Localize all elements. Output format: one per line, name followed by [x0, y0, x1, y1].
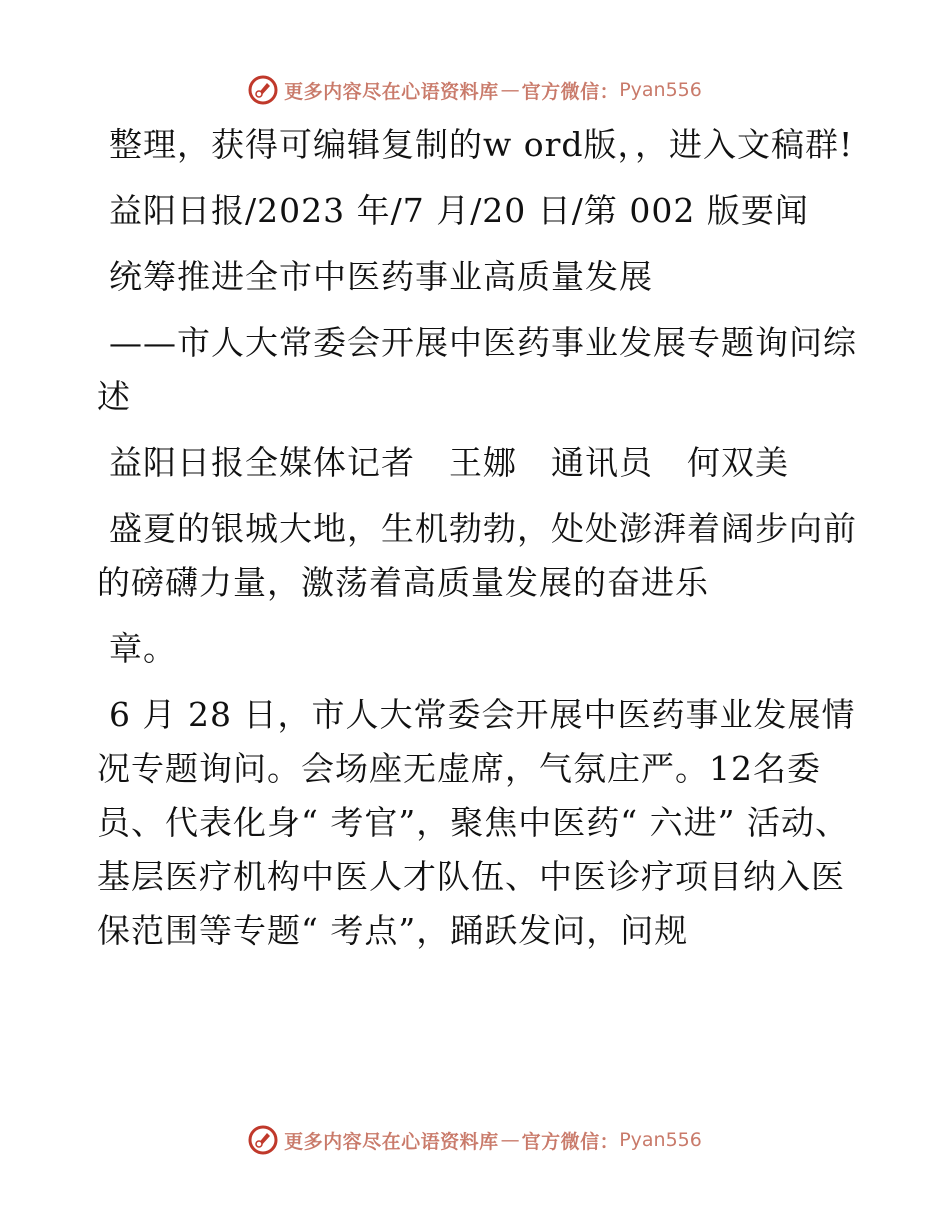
banner-wechat-label: 官方微信：	[521, 1130, 620, 1153]
brand-logo-icon	[248, 1125, 278, 1155]
brand-logo-icon	[248, 75, 278, 105]
article-title: 统筹推进全市中医药事业高质量发展	[109, 257, 653, 296]
article-subtitle: ——市人大常委会开展中医药事业发展专题询问综述	[97, 323, 857, 416]
paragraph-body-1-end: 章。	[109, 629, 177, 668]
banner-wechat-label: 官方微信：	[521, 80, 620, 103]
banner-text: 更多内容尽在心语资料库	[284, 80, 499, 103]
paragraph-body-2: 6 月 28 日，市人大常委会开展中医药事业发展情况专题询问。会场座无虚席，气氛庄严。12名委员、代表化身“ 考官”，聚焦中医药“ 六进” 活动、基层医疗机构中医人才队伍、中医诊疗项目纳入医保范围等专题“ 考点”，踊跃发问，问规	[97, 695, 856, 950]
banner-dash: —	[500, 79, 520, 101]
header-watermark-banner	[0, 70, 950, 110]
document-body	[97, 118, 867, 970]
paragraph-source: 益阳日报/2023 年/7 月/20 日/第 002 版要闻	[109, 191, 809, 230]
article-byline: 益阳日报全媒体记者 王娜 通讯员 何双美	[109, 443, 789, 482]
banner-wechat-id: Pyan556	[619, 1129, 702, 1151]
banner-wechat-id: Pyan556	[619, 79, 702, 101]
banner-text: 更多内容尽在心语资料库	[284, 1130, 499, 1153]
footer-watermark-banner	[0, 1120, 950, 1160]
paragraph-body-1: 盛夏的银城大地，生机勃勃，处处澎湃着阔步向前的磅礴力量，激荡着高质量发展的奋进乐	[97, 509, 857, 602]
paragraph-intro: 整理，获得可编辑复制的w ord版，，进入文稿群!	[109, 125, 854, 164]
banner-dash: —	[500, 1129, 520, 1151]
